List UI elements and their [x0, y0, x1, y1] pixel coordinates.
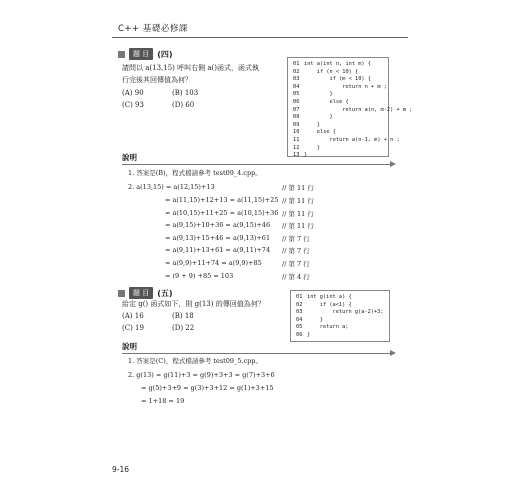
calc-row: = a(9,9)+11+74 = a(9,9)+85: [165, 259, 262, 267]
code-line: [293, 129, 383, 137]
code-text: return a;: [307, 324, 349, 331]
code-line: [293, 76, 383, 84]
calc-row: = a(9,13)+15+46 = a(9,13)+61: [165, 233, 271, 242]
code-line: [296, 302, 384, 310]
calc-row: = (9 + 9) +85 = 103: [165, 271, 234, 280]
arrow-icon: [390, 161, 396, 167]
calc-row: = 1+18 = 19: [141, 397, 185, 405]
code-text: int a(int n, int m) {: [304, 61, 371, 67]
line-number: 13: [293, 152, 300, 159]
line-number: 06: [296, 331, 303, 338]
code-text: }: [304, 144, 320, 151]
calc-row: = a(9,11)+13+61 = a(9,11)+74: [165, 246, 271, 255]
code-line: [293, 91, 383, 99]
code-text: return n + m ;: [304, 83, 387, 90]
question-badge: [118, 48, 173, 60]
code-line: [296, 294, 384, 302]
page-number: 9-16: [112, 465, 130, 474]
line-number: 05: [296, 324, 303, 331]
explanation-line: 1. 答案是(C)，程式檔請參考 test09_5.cpp。: [128, 357, 262, 365]
code-text: }: [304, 152, 308, 159]
question-text: 給定 g() 函式如下，則 g(13) 的傳回值為何？: [122, 300, 265, 308]
badge-tag: 題 目: [129, 287, 153, 299]
line-number: 07: [293, 106, 300, 113]
badge-square-icon: [118, 51, 125, 58]
code-text: return g(a-2)+3;: [307, 309, 384, 316]
code-block: [287, 57, 413, 159]
calc-row: = a(11,15)+12+13 = a(11,15)+25: [165, 196, 279, 204]
line-number: 02: [293, 68, 300, 75]
code-text: if (a<1) {: [307, 301, 352, 308]
calc-row: 2. a(13,15) = a(12,15)+13: [128, 183, 215, 191]
code-text: }: [304, 91, 333, 98]
line-number: 05: [293, 91, 300, 98]
code-text: return a(n-1, m) + n ;: [304, 136, 400, 143]
line-number: 04: [296, 316, 303, 323]
option-b: (B) 103: [172, 89, 199, 97]
calc-comment: // 第 4 行: [282, 272, 310, 281]
code-text: int g(int a) {: [307, 294, 352, 300]
code-line: [293, 61, 383, 69]
code-line: [296, 324, 384, 332]
calc-comment: // 第 11 行: [282, 209, 314, 218]
code-line: [293, 69, 383, 77]
line-number: 01: [296, 294, 303, 300]
code-text: return a(n, m-2) + m ;: [304, 106, 413, 113]
line-number: 03: [293, 76, 300, 83]
badge-square-icon: [118, 290, 125, 297]
line-number: 02: [296, 301, 303, 308]
option-a: (A) 90: [122, 89, 144, 97]
code-line: [296, 309, 384, 317]
option-c: (C) 19: [122, 324, 144, 332]
question-text: [122, 62, 282, 86]
code-line: [293, 99, 383, 107]
badge-number: (四): [157, 49, 173, 59]
line-number: 04: [293, 83, 300, 90]
explanation-label: 說明: [122, 342, 137, 351]
calc-comment: // 第 7 行: [282, 247, 310, 256]
line-number: 11: [293, 136, 300, 143]
code-line: [293, 106, 413, 115]
code-text: else {: [304, 98, 349, 105]
line-number: 12: [293, 144, 300, 151]
calc-comment: // 第 11 行: [282, 197, 314, 205]
code-line: [293, 114, 383, 122]
calc-row: = g(5)+3+9 = g(3)+3+12 = g(1)+3+15: [141, 384, 274, 392]
header-rule: [112, 37, 408, 38]
line-number: 01: [293, 61, 300, 67]
code-text: if (n < 10) {: [304, 68, 359, 75]
option-c: (C) 93: [122, 101, 144, 109]
explanation-label: 說明: [122, 153, 137, 162]
code-line: [293, 152, 383, 160]
calc-comment: // 第 7 行: [282, 260, 310, 268]
explanation-rule: [122, 353, 392, 354]
explanation-rule: [122, 164, 392, 165]
option-b: (B) 18: [172, 312, 194, 320]
badge-tag: 題 目: [129, 48, 153, 60]
calc-comment: // 第 7 行: [282, 234, 310, 243]
calc-comment: // 第 11 行: [282, 184, 314, 192]
code-text: }: [307, 316, 323, 323]
code-text: if (m < 10) {: [304, 76, 371, 83]
line-number: 09: [293, 121, 300, 128]
arrow-icon: [390, 350, 396, 356]
calc-row: = a(10,15)+11+25 = a(10,15)+36: [165, 208, 279, 217]
calc-row: 2. g(13) = g(11)+3 = g(9)+3+3 = g(7)+3+6: [128, 371, 275, 379]
code-line: [296, 317, 384, 325]
code-text: }: [307, 331, 311, 338]
code-text: }: [304, 121, 320, 128]
running-header: C++ 基礎必修課: [118, 24, 188, 34]
option-d: (D) 22: [172, 324, 195, 332]
code-line: [293, 145, 383, 153]
calc-comment: // 第 11 行: [282, 222, 314, 231]
code-line: [293, 122, 383, 130]
code-line: [296, 332, 384, 340]
question-line: 行完後其回傳值為何？: [122, 76, 192, 84]
code-line: [293, 83, 387, 92]
line-number: 10: [293, 129, 300, 136]
question-line: 請問以 a(13,15) 呼叫右側 a()函式，函式執: [122, 64, 259, 72]
explanation-line: 1. 答案是(B)，程式檔請參考 test09_4.cpp。: [128, 169, 262, 177]
code-block: [290, 290, 390, 342]
line-number: 08: [293, 114, 300, 121]
code-line: [293, 136, 400, 145]
line-number: 06: [293, 98, 300, 105]
code-text: }: [304, 114, 333, 121]
line-number: 03: [296, 309, 303, 316]
code-text: else {: [304, 129, 336, 136]
calc-row: = a(9,15)+10+36 = a(9,15)+46: [165, 221, 271, 230]
option-a: (A) 16: [122, 312, 144, 320]
option-d: (D) 60: [172, 101, 195, 109]
badge-number: (五): [157, 288, 173, 298]
